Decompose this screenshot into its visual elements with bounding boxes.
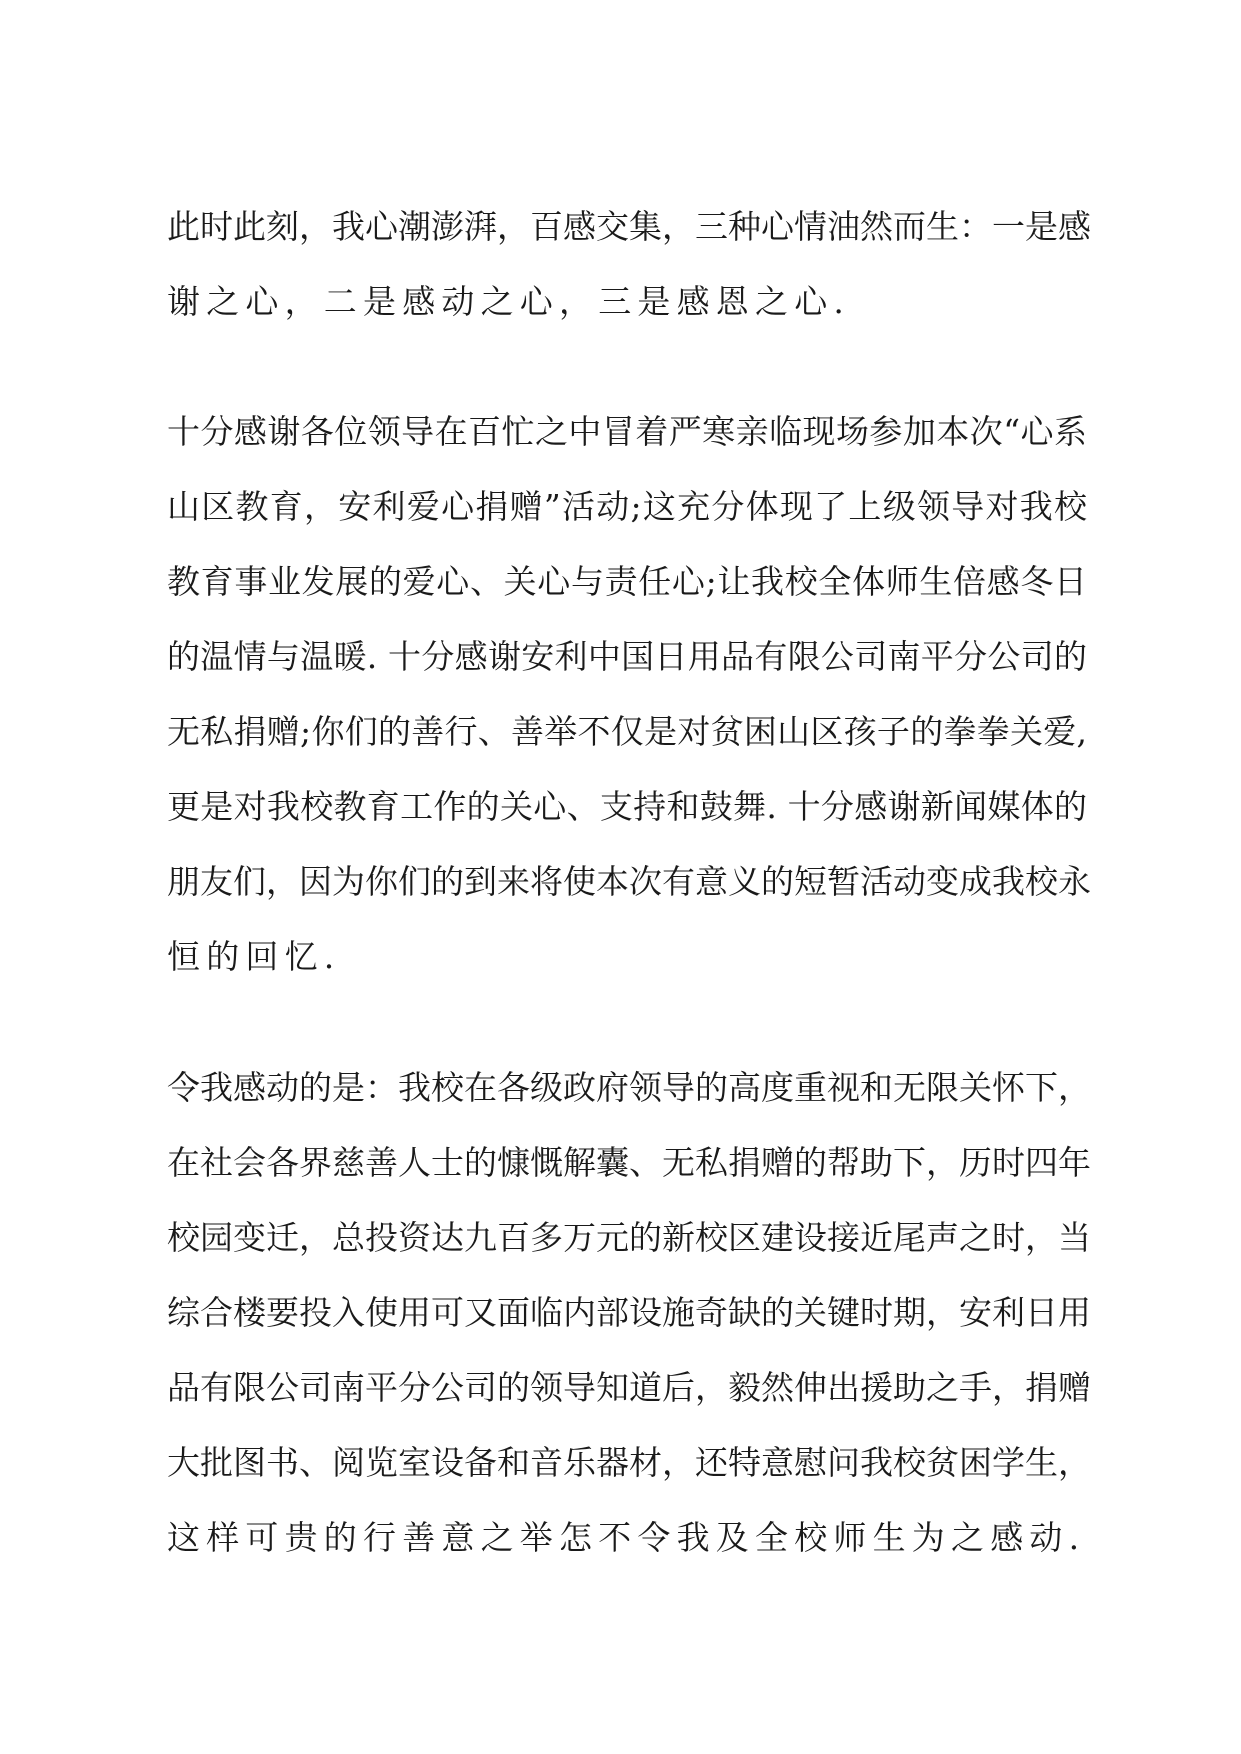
paragraph-line: 山区教育，安利爱心捐赠”活动;这充分体现了上级领导对我校 <box>167 487 1087 526</box>
paragraph-line: 更是对我校教育工作的关心、支持和鼓舞. 十分感谢新闻媒体的 <box>167 787 1087 826</box>
paragraph-line: 令我感动的是：我校在各级政府领导的高度重视和无限关怀下， <box>167 1068 1091 1107</box>
paragraph-line: 综合楼要投入使用可又面临内部设施奇缺的关键时期，安利日用 <box>167 1293 1091 1332</box>
paragraph-line: 教育事业发展的爱心、关心与责任心;让我校全体师生倍感冬日 <box>167 562 1087 601</box>
paragraph-line: 品有限公司南平分公司的领导知道后，毅然伸出援助之手，捐赠 <box>167 1368 1091 1407</box>
paragraph-line: 的温情与温暖. 十分感谢安利中国日用品有限公司南平分公司的 <box>167 637 1087 676</box>
paragraph-line: 恒的回忆. <box>167 937 341 976</box>
paragraph-line: 这样可贵的行善意之举怎不令我及全校师生为之感动. <box>167 1518 1086 1557</box>
paragraph-line: 此时此刻，我心潮澎湃，百感交集，三种心情油然而生：一是感 <box>167 207 1091 246</box>
paragraph-line: 朋友们，因为你们的到来将使本次有意义的短暂活动变成我校永 <box>167 862 1091 901</box>
paragraph-line: 大批图书、阅览室设备和音乐器材，还特意慰问我校贫困学生， <box>167 1443 1091 1482</box>
paragraph-line: 校园变迁，总投资达九百多万元的新校区建设接近尾声之时，当 <box>167 1218 1091 1257</box>
paragraph-line: 十分感谢各位领导在百忙之中冒着严寒亲临现场参加本次“心系 <box>167 412 1087 451</box>
paragraph-line: 在社会各界慈善人士的慷慨解囊、无私捐赠的帮助下，历时四年 <box>167 1143 1091 1182</box>
paragraph-line: 无私捐赠;你们的善行、善举不仅是对贫困山区孩子的拳拳关爱, <box>167 712 1087 751</box>
paragraph-line: 谢之心，二是感动之心，三是感恩之心. <box>167 282 851 321</box>
